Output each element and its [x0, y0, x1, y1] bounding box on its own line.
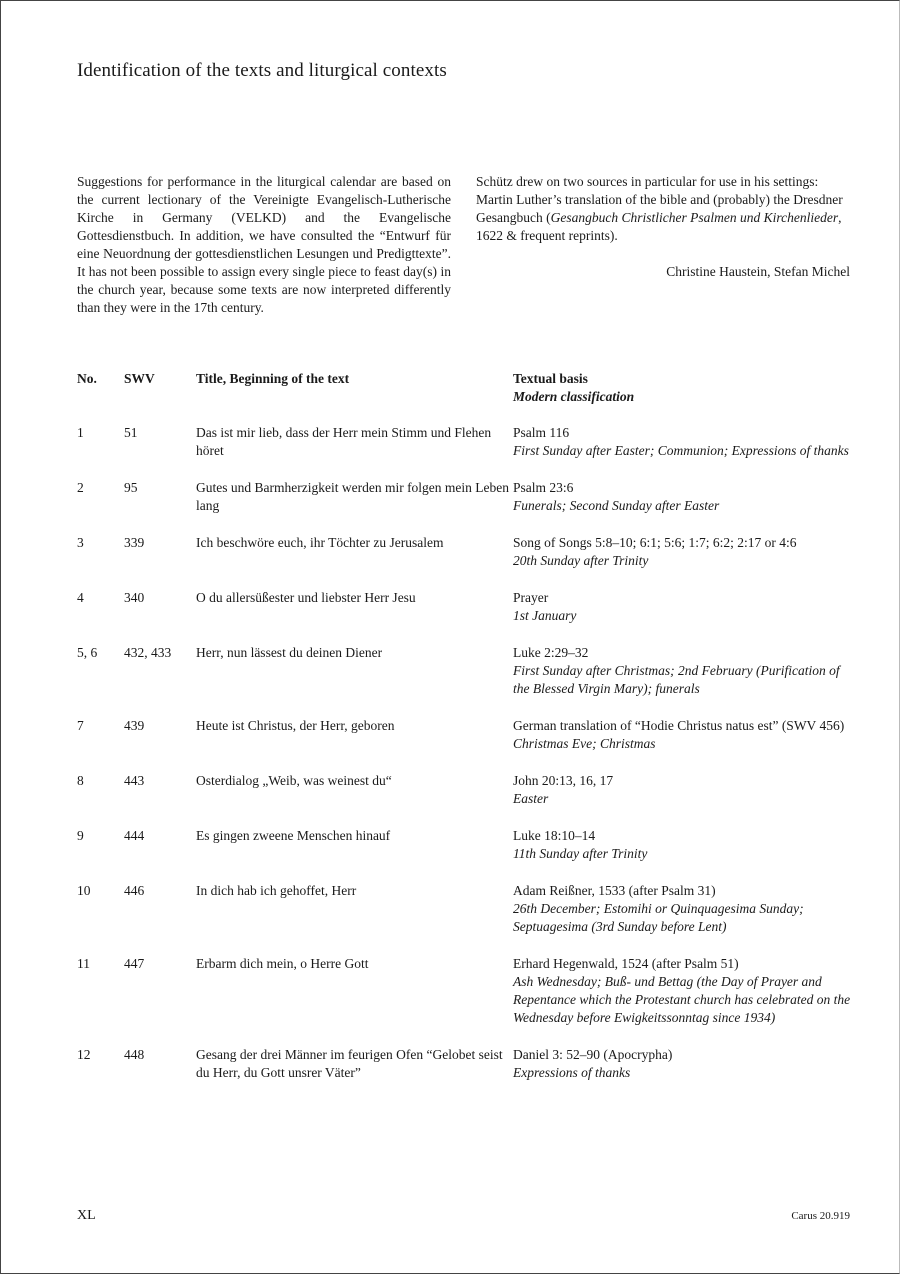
table-row: [77, 955, 852, 1027]
table-row: [77, 424, 852, 460]
row-no: 8: [77, 773, 84, 788]
row-classification: Easter: [513, 791, 549, 806]
row-basis-cell: [513, 424, 852, 460]
row-swv: 340: [124, 590, 145, 605]
row-title: Gesang der drei Männer im feurigen Ofen “Gelobet seist du Herr, du Gott unsrer Väter”: [196, 1047, 503, 1080]
sources-text-b: , 1622 & frequent reprints).: [476, 210, 842, 243]
row-classification: 1st January: [513, 608, 577, 623]
row-textual-basis: Psalm 116: [513, 425, 570, 440]
row-no: 12: [77, 1047, 91, 1062]
row-textual-basis: Luke 2:29–32: [513, 645, 589, 660]
row-textual-basis: Erhard Hegenwald, 1524 (after Psalm 51): [513, 956, 739, 971]
header-swv: SWV: [124, 371, 155, 386]
row-title: Das ist mir lieb, dass der Herr mein Stimm und Flehen höret: [196, 425, 492, 458]
row-title: Es gingen zweene Menschen hinauf: [196, 828, 391, 843]
row-basis-cell: [513, 955, 852, 1027]
signature: Christine Haustein, Stefan Michel: [666, 264, 850, 279]
row-basis-cell: [513, 1046, 852, 1082]
row-textual-basis: Song of Songs 5:8–10; 6:1; 5:6; 1:7; 6:2; 2:17 or 4:6: [513, 535, 797, 550]
row-no: 10: [77, 883, 91, 898]
row-swv: 95: [124, 480, 138, 495]
row-swv: 439: [124, 718, 145, 733]
row-title: Gutes und Barmherzigkeit werden mir folgen mein Leben lang: [196, 480, 510, 513]
page-number: XL: [77, 1208, 96, 1223]
row-textual-basis: Daniel 3: 52–90 (Apocrypha): [513, 1047, 673, 1062]
table-row: [77, 882, 852, 936]
header-textual-basis: Textual basis: [513, 371, 588, 386]
table-row: [77, 589, 852, 625]
row-classification: Funerals; Second Sunday after Easter: [513, 498, 720, 513]
row-textual-basis: Adam Reißner, 1533 (after Psalm 31): [513, 883, 716, 898]
row-basis-cell: [513, 772, 852, 808]
table-row: [77, 479, 852, 515]
row-swv: 448: [124, 1047, 145, 1062]
sources-text-a: Schütz drew on two sources in particular for use in his settings: Martin Luther’s translation of the bible and (probably) the Dresdner Gesangbuch (: [476, 174, 843, 225]
row-swv: 432, 433: [124, 645, 172, 660]
row-no: 1: [77, 425, 84, 440]
row-basis-cell: [513, 717, 852, 753]
row-classification: Christmas Eve; Christmas: [513, 736, 656, 751]
row-basis-cell: [513, 882, 852, 936]
row-classification: 11th Sunday after Trinity: [513, 846, 648, 861]
row-no: 3: [77, 535, 84, 550]
row-classification: 20th Sunday after Trinity: [513, 553, 649, 568]
intro-left-column: [77, 173, 451, 317]
row-basis-cell: [513, 479, 852, 515]
row-textual-basis: Prayer: [513, 590, 549, 605]
intro-right-column: [476, 173, 850, 281]
header-title: Title, Beginning of the text: [196, 371, 350, 386]
row-no: 9: [77, 828, 84, 843]
row-textual-basis: Psalm 23:6: [513, 480, 574, 495]
row-textual-basis: German translation of “Hodie Christus natus est” (SWV 456): [513, 718, 845, 733]
row-basis-cell: [513, 534, 852, 570]
row-no: 4: [77, 590, 84, 605]
row-title: In dich hab ich gehoffet, Herr: [196, 883, 357, 898]
table-row: [77, 717, 852, 753]
row-swv: 447: [124, 956, 145, 971]
catalog-number: Carus 20.919: [791, 1210, 850, 1222]
table-header: [77, 370, 852, 406]
row-basis-cell: [513, 644, 852, 698]
row-classification: First Sunday after Easter; Communion; Expressions of thanks: [513, 443, 849, 458]
row-swv: 446: [124, 883, 145, 898]
sources-paragraph: [476, 173, 850, 245]
row-classification: First Sunday after Christmas; 2nd February (Purification of the Blessed Virgin Mary); funerals: [513, 663, 840, 696]
table-row: [77, 534, 852, 570]
header-no: No.: [77, 371, 97, 386]
page-title: Identification of the texts and liturgical contexts: [77, 60, 447, 81]
sources-book-title: Gesangbuch Christlicher Psalmen und Kirchenlieder: [550, 210, 839, 225]
table-row: [77, 644, 852, 698]
table-row: [77, 827, 852, 863]
row-no: 5, 6: [77, 645, 98, 660]
row-no: 7: [77, 718, 84, 733]
row-title: Herr, nun lässest du deinen Diener: [196, 645, 383, 660]
row-swv: 443: [124, 773, 145, 788]
header-basis: [513, 370, 852, 406]
row-title: Ich beschwöre euch, ihr Töchter zu Jerusalem: [196, 535, 444, 550]
row-swv: 444: [124, 828, 145, 843]
row-basis-cell: [513, 827, 852, 863]
row-swv: 51: [124, 425, 138, 440]
table-body: [77, 424, 852, 1082]
row-swv: 339: [124, 535, 145, 550]
table-row: [77, 772, 852, 808]
row-textual-basis: John 20:13, 16, 17: [513, 773, 614, 788]
row-textual-basis: Luke 18:10–14: [513, 828, 596, 843]
texts-table: [77, 370, 852, 1101]
row-title: Erbarm dich mein, o Herre Gott: [196, 956, 369, 971]
row-title: O du allersüßester und liebster Herr Jesu: [196, 590, 416, 605]
table-row: [77, 1046, 852, 1082]
row-no: 11: [77, 956, 90, 971]
row-basis-cell: [513, 589, 852, 625]
row-no: 2: [77, 480, 84, 495]
header-classification: Modern classification: [513, 389, 635, 404]
row-classification: Ash Wednesday; Buß- und Bettag (the Day of Prayer and Repentance which the Protestant church has celebrated on the Wednesday before Ewigkeitssonntag since 1934): [513, 974, 851, 1025]
intro-paragraph: Suggestions for performance in the liturgical calendar are based on the current lectionary of the Vereinigte Evangelisch-Lutherische Kirche in Germany (VELKD) and the Evangelische Gottesdienstbuch. In addition, we have consulted the “Entwurf für eine Neuordnung der gottesdienstlichen Lesungen und Predigttexte”. It has not been possible to assign every single piece to feast day(s) in the church year, because some texts are now interpreted differently than they were in the 17th century.: [77, 174, 451, 315]
row-title: Heute ist Christus, der Herr, geboren: [196, 718, 395, 733]
row-classification: 26th December; Estomihi or Quinquagesima Sunday; Septuagesima (3rd Sunday before Lent): [513, 901, 804, 934]
row-title: Osterdialog „Weib, was weinest du“: [196, 773, 392, 788]
row-classification: Expressions of thanks: [513, 1065, 631, 1080]
